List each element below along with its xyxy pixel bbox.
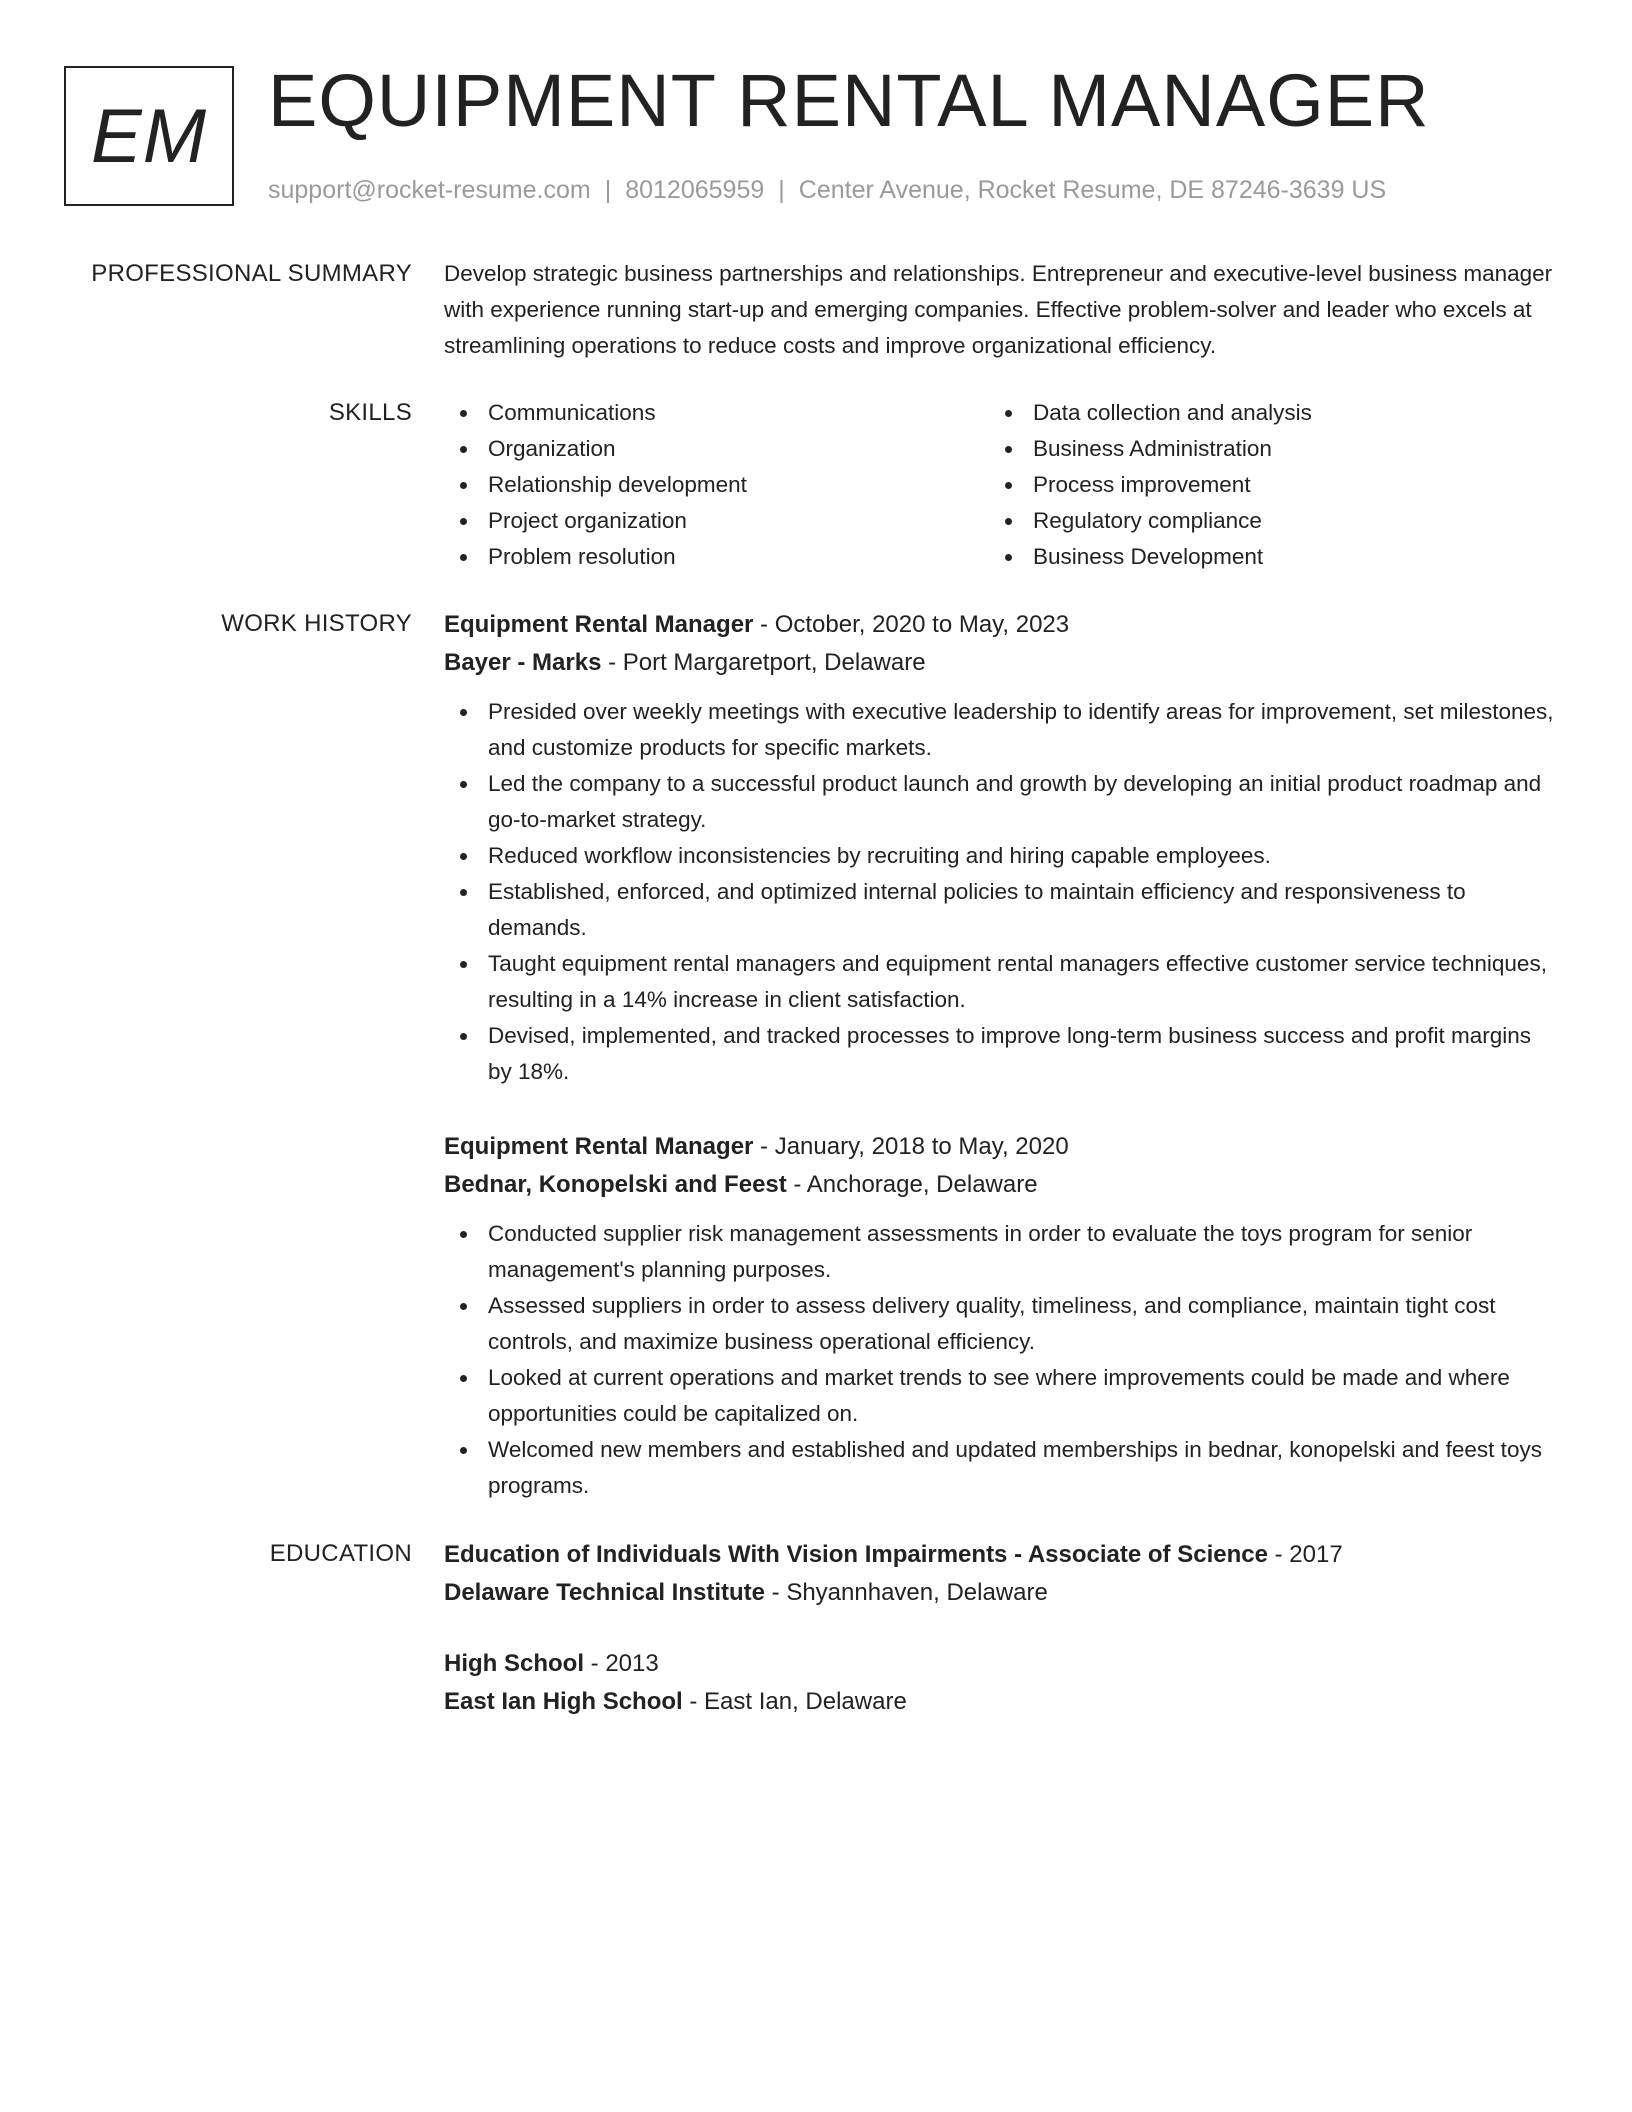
job-bullets	[444, 694, 1554, 1090]
job-bullet: Looked at current operations and market trends to see where improvements could be made and where opportunities could be capitalized on.	[444, 1360, 1554, 1432]
skill-item: Communications	[444, 395, 989, 431]
contact-phone: 8012065959	[625, 176, 765, 204]
skill-item: Regulatory compliance	[989, 503, 1534, 539]
job-title: Equipment Rental Manager	[444, 1133, 754, 1160]
summary-text: Develop strategic business partnerships and relationships. Entrepreneur and executive-level business manager with experience running start-up and emerging companies. Effective problem-solver and leader who excels at streamlining operations to reduce costs and improve organizational efficiency.	[444, 261, 1553, 358]
job-bullet: Devised, implemented, and tracked processes to improve long-term business success and profit margins by 18%.	[444, 1018, 1554, 1090]
skills-list-left	[444, 395, 989, 575]
skill-item: Data collection and analysis	[989, 395, 1534, 431]
job-location: - Port Margaretport, Delaware	[601, 649, 926, 676]
monogram-box	[64, 66, 234, 206]
school-name: East Ian High School	[444, 1688, 683, 1715]
candidate-name: EQUIPMENT RENTAL MANAGER	[268, 59, 1430, 142]
contact-separator: |	[604, 176, 612, 204]
contact-separator: |	[778, 176, 785, 204]
education-entry	[444, 1536, 1554, 1624]
job-company-line	[444, 1166, 1554, 1204]
degree-year: - 2017	[1267, 1541, 1343, 1568]
summary-body	[444, 256, 1554, 364]
job-title-line	[444, 606, 1554, 644]
degree-title: High School	[444, 1650, 584, 1677]
skill-item: Organization	[444, 431, 989, 467]
contact-line	[268, 172, 1386, 208]
section-label-skills: SKILLS	[328, 399, 412, 426]
skill-item: Business Development	[989, 539, 1534, 575]
section-label-education: EDUCATION	[269, 1540, 412, 1567]
degree-title: Education of Individuals With Vision Impairments - Associate of Science	[444, 1541, 1268, 1568]
section-label-summary: PROFESSIONAL SUMMARY	[91, 260, 412, 287]
school-line	[444, 1574, 1554, 1612]
skill-item: Business Administration	[989, 431, 1534, 467]
contact-email: support@rocket-resume.com	[268, 176, 591, 204]
skill-item: Relationship development	[444, 467, 989, 503]
job-dates: - January, 2018 to May, 2020	[753, 1133, 1069, 1160]
school-line	[444, 1683, 1554, 1721]
degree-year: - 2013	[584, 1650, 659, 1677]
education-entry	[444, 1645, 1554, 1733]
skills-list-right	[989, 395, 1534, 575]
skills-body	[444, 395, 1554, 575]
job-entry	[444, 1128, 1554, 1504]
job-location: - Anchorage, Delaware	[786, 1171, 1038, 1198]
job-bullet: Established, enforced, and optimized internal policies to maintain efficiency and responsiveness to demands.	[444, 874, 1554, 946]
section-label-work: WORK HISTORY	[221, 610, 412, 637]
job-title: Equipment Rental Manager	[444, 611, 754, 638]
monogram-initials: EM	[91, 93, 207, 179]
school-location: - East Ian, Delaware	[682, 1688, 907, 1715]
school-name: Delaware Technical Institute	[444, 1579, 765, 1606]
skill-item: Process improvement	[989, 467, 1534, 503]
contact-address: Center Avenue, Rocket Resume, DE 87246-3639 US	[798, 176, 1387, 204]
job-bullet: Reduced workflow inconsistencies by recruiting and hiring capable employees.	[444, 838, 1554, 874]
job-bullet: Assessed suppliers in order to assess delivery quality, timeliness, and compliance, maintain tight cost controls, and maximize business operational efficiency.	[444, 1288, 1554, 1360]
job-bullet: Taught equipment rental managers and equipment rental managers effective customer service techniques, resulting in a 14% increase in client satisfaction.	[444, 946, 1554, 1018]
job-company: Bayer - Marks	[444, 649, 602, 676]
degree-line	[444, 1645, 1554, 1683]
job-title-line	[444, 1128, 1554, 1166]
job-dates: - October, 2020 to May, 2023	[753, 611, 1070, 638]
job-entry	[444, 606, 1554, 1090]
skill-item: Project organization	[444, 503, 989, 539]
skill-item: Problem resolution	[444, 539, 989, 575]
job-bullet: Presided over weekly meetings with executive leadership to identify areas for improvement, set milestones, and customize products for specific markets.	[444, 694, 1554, 766]
degree-line	[444, 1536, 1554, 1574]
school-location: - Shyannhaven, Delaware	[765, 1579, 1048, 1606]
job-company: Bednar, Konopelski and Feest	[444, 1171, 787, 1198]
job-company-line	[444, 644, 1554, 682]
job-bullet: Led the company to a successful product launch and growth by developing an initial product roadmap and go-to-market strategy.	[444, 766, 1554, 838]
job-bullets	[444, 1216, 1554, 1504]
job-bullet: Welcomed new members and established and updated memberships in bednar, konopelski and feest toys programs.	[444, 1432, 1554, 1504]
job-bullet: Conducted supplier risk management assessments in order to evaluate the toys program for senior management's planning purposes.	[444, 1216, 1554, 1288]
